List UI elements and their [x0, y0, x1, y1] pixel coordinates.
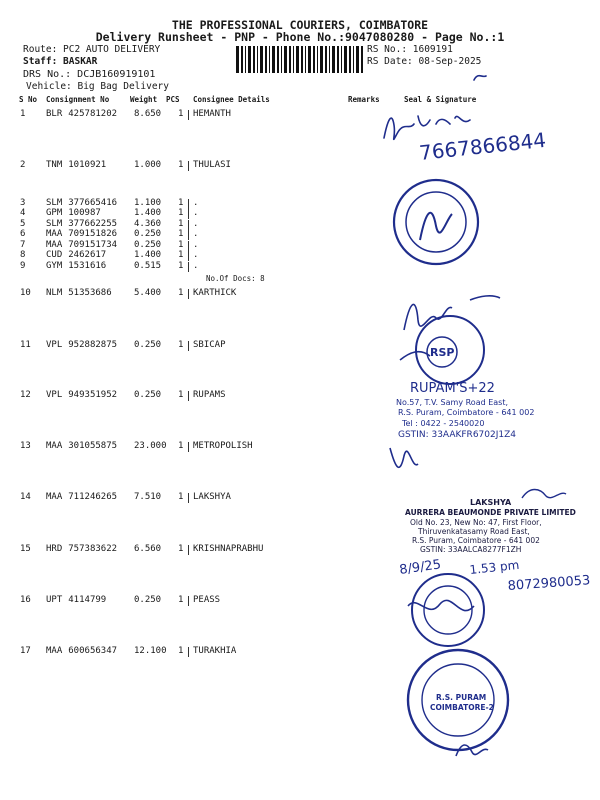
consignment-number: [46, 261, 106, 271]
consignment-prefix: VPL: [46, 390, 63, 400]
handwritten-time: 1.53 pm: [468, 557, 520, 577]
row-sno: 3: [20, 198, 26, 208]
table-row: [0, 646, 600, 658]
barcode-bar: [296, 46, 299, 73]
consignment-number: [46, 288, 112, 298]
weight-value: 7.510: [134, 492, 162, 502]
consignee-name: TURAKHIA: [193, 646, 237, 656]
staff-label: Staff: BASKAR: [23, 56, 98, 67]
table-row: [0, 160, 600, 172]
table-row: [0, 340, 600, 352]
column-divider: [188, 391, 189, 401]
weight-value: 0.250: [134, 390, 162, 400]
row-sno: 14: [20, 492, 31, 502]
barcode-bar: [284, 46, 287, 73]
barcode-bar: [313, 46, 315, 73]
row-sno: 13: [20, 441, 31, 451]
rupams-stamp-tel: Tel : 0422 - 2540020: [402, 419, 485, 428]
consignment-number: [46, 340, 117, 350]
lakshya-stamp-address1: Old No. 23, New No: 47, First Floor,: [410, 518, 542, 527]
consignment-prefix: GYM: [46, 261, 63, 271]
barcode-bar: [353, 46, 354, 73]
consignment-number: [46, 109, 117, 119]
consignment-prefix: MAA: [46, 492, 63, 502]
consignment-digits: 600656347: [68, 646, 118, 656]
barcode-bar: [260, 46, 263, 73]
peass-seal-icon: [408, 574, 484, 646]
consignment-prefix: UPT: [46, 595, 63, 605]
pcs-value: 1: [178, 595, 184, 605]
consignment-prefix: HRD: [46, 544, 63, 554]
weight-value: 6.560: [134, 544, 162, 554]
number-of-docs: No.Of Docs: 8: [206, 274, 265, 283]
consignment-number: [46, 240, 117, 250]
barcode-bar: [305, 46, 306, 73]
weight-value: 4.360: [134, 219, 162, 229]
drs-number: DRS No.: DCJB160919101: [23, 69, 156, 80]
rupams-stamp-address2: R.S. Puram, Coimbatore - 641 002: [398, 408, 535, 417]
row-sno: 4: [20, 208, 26, 218]
barcode-bar: [248, 46, 251, 73]
consignment-digits: 709151826: [68, 229, 118, 239]
handwritten-date: 8/9/25: [398, 557, 442, 578]
row-sno: 9: [20, 261, 26, 271]
consignee-name: .: [193, 198, 199, 208]
column-header-sno: S No: [19, 95, 38, 104]
consignee-name: LAKSHYA: [193, 492, 231, 502]
barcode-bar: [245, 46, 246, 73]
lakshya-stamp-address3: R.S. Puram, Coimbatore - 641 002: [412, 536, 540, 545]
row-sno: 6: [20, 229, 26, 239]
pcs-value: 1: [178, 261, 184, 271]
table-row: [0, 109, 600, 121]
consignment-prefix: CUD: [46, 250, 63, 260]
barcode-bar: [289, 46, 291, 73]
pcs-value: 1: [178, 250, 184, 260]
weight-value: 0.250: [134, 229, 162, 239]
table-row: [0, 390, 600, 402]
handwritten-phone-2: 8072980053: [507, 573, 591, 594]
column-divider: [188, 251, 189, 261]
column-divider: [188, 647, 189, 657]
consignee-name: METROPOLISH: [193, 441, 253, 451]
column-header-pcs: PCS: [166, 95, 180, 104]
row-sno: 8: [20, 250, 26, 260]
consignment-prefix: SLM: [46, 219, 63, 229]
pcs-value: 1: [178, 160, 184, 170]
route-label: Route: PC2 AUTO DELIVERY: [23, 44, 161, 55]
handwritten-phone-1: 7667866844: [418, 127, 548, 165]
barcode-bar: [337, 46, 339, 73]
document-subtitle: Delivery Runsheet - PNP - Phone No.:9047080280 - Page No.:1: [95, 30, 505, 44]
column-divider: [188, 341, 189, 351]
barcode-bar: [332, 46, 335, 73]
row-sno: 5: [20, 219, 26, 229]
pcs-value: 1: [178, 544, 184, 554]
consignment-prefix: MAA: [46, 646, 63, 656]
consignment-digits: 377662255: [68, 219, 118, 229]
pcs-value: 1: [178, 219, 184, 229]
consignment-digits: 711246265: [68, 492, 118, 502]
pcs-value: 1: [178, 240, 184, 250]
column-divider: [188, 493, 189, 503]
pcs-value: 1: [178, 390, 184, 400]
barcode-bar: [281, 46, 282, 73]
consignee-name: HEMANTH: [193, 109, 231, 119]
consignee-name: SBICAP: [193, 340, 226, 350]
weight-value: 0.250: [134, 340, 162, 350]
weight-value: 8.650: [134, 109, 162, 119]
consignment-number: [46, 544, 117, 554]
barcode-bar: [329, 46, 330, 73]
rupams-stamp-gstin: GSTIN: 33AAKFR6702J1Z4: [398, 430, 516, 440]
weight-value: 1.400: [134, 250, 162, 260]
consignment-prefix: BLR: [46, 109, 63, 119]
weight-value: 12.100: [134, 646, 167, 656]
lakshya-stamp-name: LAKSHYA: [470, 498, 512, 507]
barcode-bar: [269, 46, 270, 73]
consignee-name: .: [193, 208, 199, 218]
rs-number: RS No.: 1609191: [367, 44, 453, 55]
pcs-value: 1: [178, 441, 184, 451]
consignment-prefix: MAA: [46, 240, 63, 250]
column-header-consignee: Consignee Details: [193, 95, 270, 104]
barcode-bar: [317, 46, 318, 73]
weight-value: 0.515: [134, 261, 162, 271]
rupams-stamp-name: RUPAM'S+22: [410, 381, 495, 396]
barcode-bar: [272, 46, 275, 73]
column-divider: [188, 161, 189, 171]
row-sno: 16: [20, 595, 31, 605]
rupams-stamp-address1: No.57, T.V. Samy Road East,: [396, 398, 509, 407]
document-title: THE PROFESSIONAL COURIERS, COIMBATORE: [171, 18, 429, 32]
consignment-prefix: GPM: [46, 208, 63, 218]
consignment-number: [46, 219, 117, 229]
consignment-prefix: NLM: [46, 288, 63, 298]
rs-date: RS Date: 08-Sep-2025: [367, 56, 482, 67]
consignment-digits: 100987: [68, 208, 101, 218]
column-header-remarks: Remarks: [348, 95, 380, 104]
barcode-bar: [341, 46, 342, 73]
column-header-weight: Weight: [130, 95, 158, 104]
pcs-value: 1: [178, 288, 184, 298]
consignment-number: [46, 595, 106, 605]
row-sno: 2: [20, 160, 26, 170]
consignment-prefix: MAA: [46, 441, 63, 451]
row-sno: 1: [20, 109, 26, 119]
column-divider: [188, 442, 189, 452]
row-sno: 10: [20, 288, 31, 298]
table-row: [0, 595, 600, 607]
consignment-number: [46, 250, 106, 260]
column-divider: [188, 545, 189, 555]
pcs-value: 1: [178, 208, 184, 218]
pcs-value: 1: [178, 492, 184, 502]
barcode-bar: [361, 46, 363, 73]
barcode-bar: [265, 46, 267, 73]
table-row: [0, 441, 600, 453]
barcode-bar: [344, 46, 347, 73]
consignment-number: [46, 441, 117, 451]
consignment-digits: 301055875: [68, 441, 118, 451]
consignee-name: PEASS: [193, 595, 221, 605]
consignment-number: [46, 492, 117, 502]
column-divider: [188, 596, 189, 606]
column-header-consignment: Consignment No: [46, 95, 110, 104]
consignee-name: RUPAMS: [193, 390, 226, 400]
consignment-digits: 377665416: [68, 198, 118, 208]
consignment-number: [46, 390, 117, 400]
consignment-digits: 709151734: [68, 240, 118, 250]
barcode-bar: [301, 46, 303, 73]
barcode-bar: [325, 46, 327, 73]
barcode-bar: [253, 46, 255, 73]
lakshya-stamp-gstin: GSTIN: 33AALCA8277F1ZH: [420, 545, 522, 554]
consignment-prefix: TNM: [46, 160, 63, 170]
column-divider: [188, 110, 189, 120]
consignee-name: .: [193, 219, 199, 229]
pcs-value: 1: [178, 340, 184, 350]
pcs-value: 1: [178, 109, 184, 119]
consignee-name: KARTHICK: [193, 288, 237, 298]
turakhia-seal-icon: [408, 650, 508, 750]
consignment-digits: 949351952: [68, 390, 118, 400]
consignment-digits: 952882875: [68, 340, 118, 350]
turakhia-seal-center1: R.S. PURAM: [436, 693, 487, 702]
consignment-digits: 1531616: [68, 261, 107, 271]
barcode-bar: [257, 46, 258, 73]
row-sno: 17: [20, 646, 31, 656]
consignee-name: THULASI: [193, 160, 231, 170]
weight-value: 23.000: [134, 441, 167, 451]
row-sno: 15: [20, 544, 31, 554]
weight-value: 5.400: [134, 288, 162, 298]
weight-value: 1.400: [134, 208, 162, 218]
consignment-digits: 425781202: [68, 109, 118, 119]
row-sno: 11: [20, 340, 31, 350]
column-divider: [188, 209, 189, 219]
consignee-name: .: [193, 229, 199, 239]
barcode-bar: [241, 46, 243, 73]
consignment-prefix: SLM: [46, 198, 63, 208]
rsp-seal-center: RSP: [430, 346, 455, 359]
column-divider: [188, 262, 189, 272]
consignment-number: [46, 160, 106, 170]
lakshya-stamp-address2: Thiruvenkatasamy Road East,: [418, 527, 530, 536]
consignment-digits: 51353686: [68, 288, 112, 298]
pcs-value: 1: [178, 229, 184, 239]
consignee-name: KRISHNAPRABHU: [193, 544, 264, 554]
barcode-bar: [320, 46, 323, 73]
consignment-digits: 2462617: [68, 250, 107, 260]
consignment-prefix: MAA: [46, 229, 63, 239]
turakhia-seal-center2: COIMBATORE-2: [430, 703, 494, 712]
barcode-bar: [356, 46, 359, 73]
barcode-bar: [349, 46, 351, 73]
column-header-seal-signature: Seal & Signature: [404, 95, 477, 104]
weight-value: 0.250: [134, 240, 162, 250]
column-divider: [188, 230, 189, 240]
barcode-image: [236, 46, 364, 73]
consignment-digits: 1010921: [68, 160, 107, 170]
consignee-name: .: [193, 261, 199, 271]
table-row: [0, 288, 600, 300]
weight-value: 0.250: [134, 595, 162, 605]
weight-value: 1.000: [134, 160, 162, 170]
pcs-value: 1: [178, 646, 184, 656]
pcs-value: 1: [178, 198, 184, 208]
consignment-number: [46, 229, 117, 239]
row-sno: 7: [20, 240, 26, 250]
barcode-bar: [293, 46, 294, 73]
lakshya-stamp-company: AURRERA BEAUMONDE PRIVATE LIMITED: [405, 508, 576, 517]
weight-value: 1.100: [134, 198, 162, 208]
barcode-bar: [277, 46, 279, 73]
table-row: [0, 261, 600, 273]
consignment-number: [46, 198, 117, 208]
consignee-name: .: [193, 240, 199, 250]
column-divider: [188, 289, 189, 299]
vehicle-label: Vehicle: Big Bag Delivery: [26, 81, 169, 92]
barcode-bar: [308, 46, 311, 73]
consignee-name: .: [193, 250, 199, 260]
consignment-digits: 4114799: [68, 595, 107, 605]
consignment-prefix: VPL: [46, 340, 63, 350]
consignment-digits: 757383622: [68, 544, 118, 554]
row-sno: 12: [20, 390, 31, 400]
consignment-number: [46, 208, 101, 218]
consignment-number: [46, 646, 117, 656]
barcode-bar: [236, 46, 239, 73]
